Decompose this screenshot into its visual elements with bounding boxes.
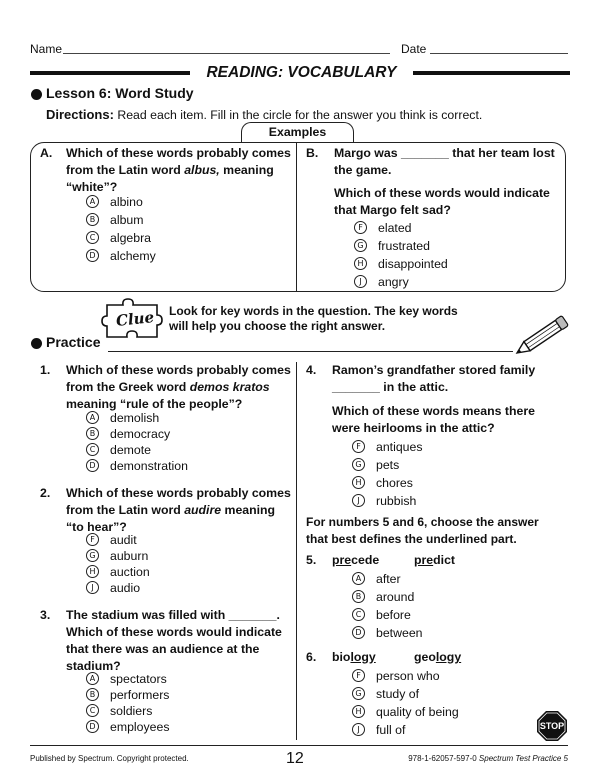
question-6-word-1: biology [332,650,376,664]
title-bar-left [30,71,190,75]
clue-text: Look for key words in the question. The key words will help you choose the right answer. [169,304,458,333]
bubble-icon[interactable]: A [86,672,99,685]
practice-rule [108,351,513,352]
question-1-text: Which of these words probably comes from the Greek word demos kratos meaning “rule of the people”? [66,363,291,411]
bubble-icon[interactable]: F [352,440,365,453]
bubble-icon[interactable]: H [352,705,365,718]
column-divider [296,362,297,740]
bubble-icon[interactable]: D [86,720,99,733]
directions-text: Read each item. Fill in the circle for the answer you think is correct. [117,108,483,122]
name-label: Name [30,42,63,56]
question-6-number: 6. [306,650,317,664]
page-number: 12 [286,750,304,767]
question-5-word-1: precede [332,553,380,567]
footer-rule [30,745,568,746]
date-label: Date [401,42,427,56]
question-4-question: Which of these words means there were heirlooms in the attic? [332,404,535,435]
bubble-icon[interactable]: J [352,494,365,507]
bubble-icon[interactable]: B [352,590,365,603]
directions-label: Directions: [46,107,114,122]
bubble-icon[interactable]: H [352,476,365,489]
footer-copyright: Published by Spectrum. Copyright protected. [30,754,189,763]
example-b-question: Which of these words would indicate that Margo felt sad? [334,186,550,217]
bubble-icon[interactable]: C [86,231,99,244]
bubble-icon[interactable]: C [352,608,365,621]
question-6-word-2: geology [414,650,462,664]
bubble-icon[interactable]: D [86,249,99,262]
bullet-icon [31,89,42,100]
bubble-icon[interactable]: D [86,459,99,472]
title-bar-right [413,71,570,75]
bubble-icon[interactable]: G [86,549,99,562]
bubble-icon[interactable]: D [352,626,365,639]
bubble-icon[interactable]: C [86,704,99,717]
bubble-icon[interactable]: F [86,533,99,546]
directions [46,107,482,122]
example-b-sentence: Margo was _______ that her team lost the game. [334,146,555,177]
bubble-icon[interactable]: F [354,221,367,234]
bubble-icon[interactable]: B [86,688,99,701]
lesson-title: Lesson 6: Word Study [46,85,194,101]
question-2-text: Which of these words probably comes from the Latin word audire meaning “to hear”? [66,486,291,534]
bubble-icon[interactable]: B [86,213,99,226]
bubble-icon[interactable]: A [352,572,365,585]
bubble-icon[interactable]: J [86,581,99,594]
stop-label: STOP [539,721,565,731]
bullet-icon [31,338,42,349]
question-5-word-2: predict [414,553,456,567]
bubble-icon[interactable]: A [86,195,99,208]
question-3-number: 3. [40,608,51,622]
bubble-icon[interactable]: G [354,239,367,252]
question-3-text: The stadium was filled with _______. Which of these words would indicate that there was an audience at the stadium? [66,608,282,673]
page-title: READING: VOCABULARY [206,64,397,81]
example-a-number: A. [40,146,53,160]
question-4-number: 4. [306,363,317,377]
bubble-icon[interactable]: G [352,687,365,700]
name-line[interactable] [63,53,390,54]
example-a-question: Which of these words probably comes from the Latin word albus, meaning “white”? [66,146,291,194]
instructions-5-6: For numbers 5 and 6, choose the answer that best defines the underlined part. [306,515,539,546]
practice-heading: Practice [46,334,101,350]
examples-divider [296,143,297,291]
bubble-icon[interactable]: B [86,427,99,440]
bubble-icon[interactable]: G [352,458,365,471]
bubble-icon[interactable]: J [354,275,367,288]
footer-book-info: 978-1-62057-597-0 Spectrum Test Practice 5 [408,754,568,763]
pencil-icon [510,313,576,359]
clue-badge: Clue [115,308,155,330]
question-5-number: 5. [306,553,317,567]
examples-tab: Examples [241,122,354,142]
bubble-icon[interactable]: H [354,257,367,270]
bubble-icon[interactable]: H [86,565,99,578]
question-2-number: 2. [40,486,51,500]
bubble-icon[interactable]: C [86,443,99,456]
question-4-sentence: Ramon’s grandfather stored family _______ in the attic. [332,363,536,394]
question-1-number: 1. [40,363,51,377]
example-b-number: B. [306,146,319,160]
bubble-icon[interactable]: J [352,723,365,736]
bubble-icon[interactable]: F [352,669,365,682]
bubble-icon[interactable]: A [86,411,99,424]
date-line[interactable] [430,53,568,54]
